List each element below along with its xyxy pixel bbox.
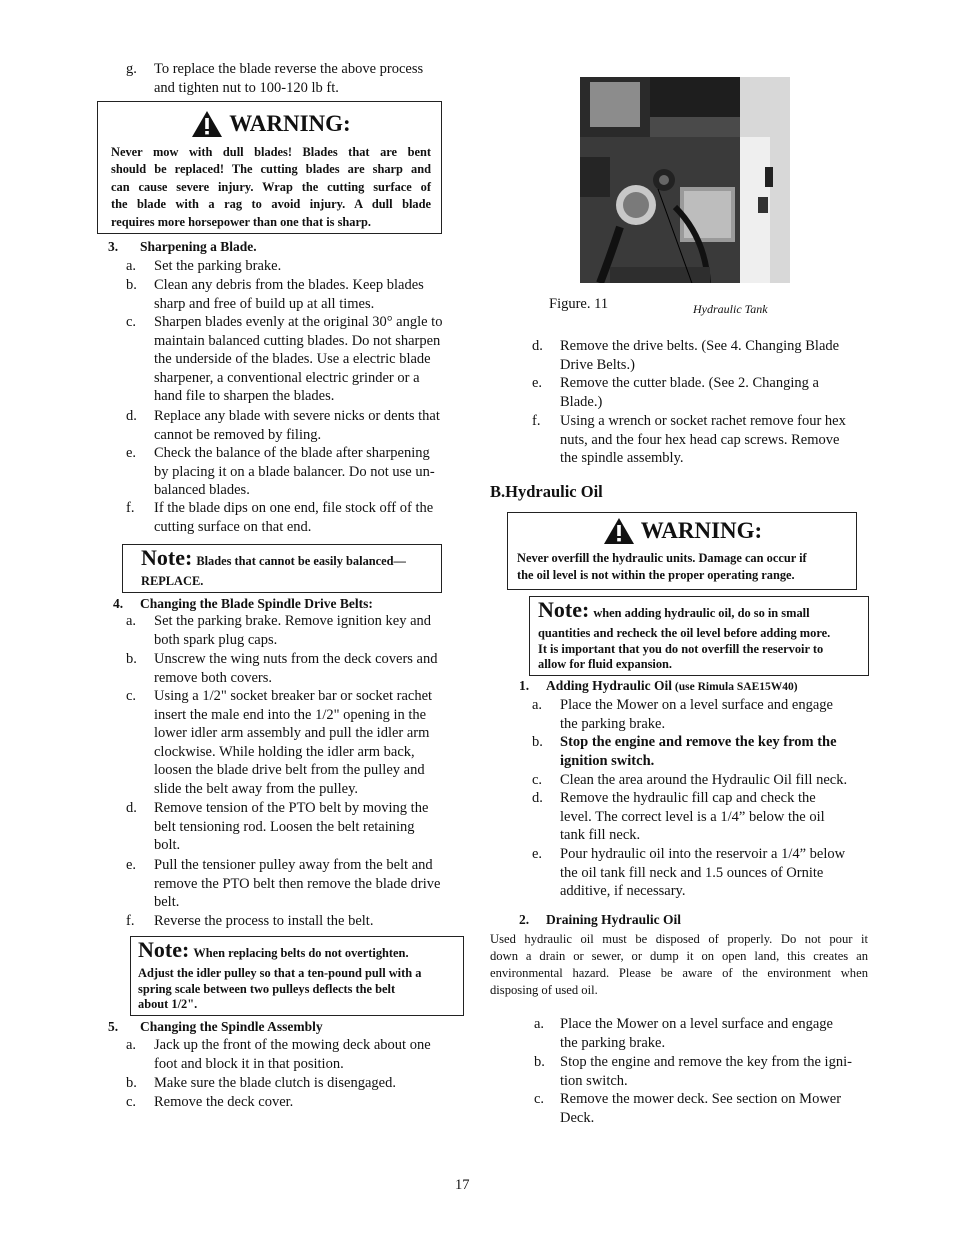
note-label: Note: (138, 937, 190, 962)
item-text: Remove the cutter blade. (See 2. Changing a Blade.) (560, 375, 819, 410)
item-text: Pull the tensioner pulley away from the belt and remove the PTO belt then remove the blade drive belt. (154, 857, 441, 911)
figure-callout: Hydraulic Tank (693, 302, 768, 316)
hydraulic-tank-photo (580, 77, 790, 283)
item-letter: d. (532, 338, 543, 354)
item-text: Check the balance of the blade after sharpening by placing it on a blade balancer. Do not use un- balanced blades. (154, 445, 435, 499)
item-letter: e. (126, 445, 137, 461)
item-text: Reverse the process to install the belt. (154, 913, 374, 929)
section-heading: B.Hydraulic Oil (490, 482, 603, 501)
item-text: Using a wrench or socket rachet remove four hex nuts, and the four hex head cap screws. Remove the spindle assembly. (560, 413, 846, 467)
warning-box (507, 512, 857, 590)
item-text: Make sure the blade clutch is disengaged. (154, 1075, 396, 1091)
item-letter: c. (532, 772, 543, 788)
item-letter: a. (126, 613, 137, 629)
item-letter: b. (534, 1054, 545, 1070)
item-text: Clean any debris from the blades. Keep blades sharp and free of build up at all times. (154, 277, 424, 312)
item-text: Remove the deck cover. (154, 1094, 294, 1110)
item-letter: d. (126, 408, 137, 424)
note-label: Note: (141, 545, 193, 570)
item-letter: b. (126, 1075, 137, 1091)
item-text: Using a 1/2" socket breaker bar or socket rachet insert the male end into the 1/2" opening in the lower idler arm assembly and pull the idler arm clockwise. While holding the idler arm back, loosen the blade drive belt from the pulley and slide the belt away from the pulley. (154, 688, 433, 797)
item-text: Remove the mower deck. See section on Mower Deck. (560, 1091, 842, 1126)
item-letter: f. (126, 500, 135, 516)
item-letter: a. (532, 697, 543, 713)
item-letter: a. (126, 258, 137, 274)
item-text: Remove the drive belts. (See 4. Changing Blade Drive Belts.) (560, 338, 840, 373)
item-text: Place the Mower on a level surface and engage the parking brake. (560, 1016, 833, 1051)
item-text: Set the parking brake. (154, 258, 282, 274)
item-letter: b. (126, 651, 137, 667)
item-letter: f. (532, 413, 541, 429)
item-letter: c. (534, 1091, 545, 1107)
note-text: Blades that cannot be easily balanced— (196, 554, 406, 568)
item-letter: g. (126, 61, 137, 77)
note-box (130, 936, 464, 1016)
warning-title: WARNING: (517, 517, 848, 545)
item-letter: a. (534, 1016, 545, 1032)
note-text: When replacing belts do not overtighten. (193, 946, 409, 960)
item-text: Pour hydraulic oil into the reservoir a 1/4” below the oil tank fill neck and 1.5 ounces of Ornite additive, if necessary. (560, 846, 846, 900)
item-letter: b. (126, 277, 137, 293)
note-box (122, 544, 442, 593)
page-number: 17 (455, 1177, 470, 1193)
item-letter: b. (532, 734, 543, 750)
note-text: Adjust the idler pulley so that a ten-pound pull with a spring scale between two pulleys deflects the belt about 1/2". (138, 966, 422, 1012)
item-text: Clean the area around the Hydraulic Oil fill neck. (560, 772, 848, 788)
item-text: Sharpen blades evenly at the original 30° angle to maintain balanced cutting blades. Do not sharpen the underside of the blades. Use a electric blade sharpener, a conventional electric grinder or a hand file to sharpen the blades. (154, 314, 443, 405)
item-letter: c. (126, 1094, 137, 1110)
item-letter: c. (126, 314, 137, 330)
warning-text: Never overfill the hydraulic units. Damage can occur if the oil level is not within the proper operating range. (517, 551, 807, 583)
item-letter: e. (532, 846, 543, 862)
warning-title: WARNING: (111, 110, 431, 138)
warning-triangle-icon (191, 110, 223, 138)
item-letter: d. (126, 800, 137, 816)
item-letter: f. (126, 913, 135, 929)
note-text: when adding hydraulic oil, do so in small (593, 606, 810, 620)
item-letter: e. (126, 857, 137, 873)
item-text: Unscrew the wing nuts from the deck covers and remove both covers. (154, 651, 438, 686)
note-label: Note: (538, 597, 590, 622)
item-text: Stop the engine and remove the key from the igni- tion switch. (560, 1054, 852, 1089)
item-text: Stop the engine and remove the key from the ignition switch. (560, 734, 837, 769)
note-text: REPLACE. (141, 574, 204, 588)
item-text: Place the Mower on a level surface and engage the parking brake. (560, 697, 833, 732)
item-text: Replace any blade with severe nicks or dents that cannot be removed by filing. (154, 408, 440, 443)
warning-box (97, 101, 442, 234)
item-text: Jack up the front of the mowing deck about one foot and block it in that position. (154, 1037, 431, 1072)
item-text: If the blade dips on one end, file stock off of the cutting surface on that end. (154, 500, 434, 535)
item-text: Remove tension of the PTO belt by moving the belt tensioning rod. Loosen the belt retaining bolt. (154, 800, 429, 854)
draining-paragraph: Used hydraulic oil must be disposed of properly. Do not pour it down a drain or sewer, or dump it on open land, this creates an environmental hazard. Please be aware of the environment when disposing of used oil. (490, 932, 868, 997)
item-text: To replace the blade reverse the above process and tighten nut to 100-120 lb ft. (154, 61, 424, 96)
note-box (529, 596, 869, 676)
note-text: quantities and recheck the oil level before adding more. It is important that you do not overfill the reservoir to allow for fluid expansion. (538, 626, 831, 672)
item-letter: e. (532, 375, 543, 391)
item-letter: a. (126, 1037, 137, 1053)
item-letter: d. (532, 790, 543, 806)
warning-triangle-icon (603, 517, 635, 545)
item-text: Set the parking brake. Remove ignition key and both spark plug caps. (154, 613, 432, 648)
warning-text: Never mow with dull blades! Blades that are bent should be replaced! The cutting blades are sharp and can cause severe injury. Wrap the cutting surface of the blade with a rag to avoid injury. A dull blade requires more horsepower than one that is sharp. (111, 145, 431, 229)
item-text: Remove the hydraulic fill cap and check the level. The correct level is a 1/4” below the oil tank fill neck. (560, 790, 825, 844)
item-letter: c. (126, 688, 137, 704)
figure-caption: Figure. 11 (549, 296, 609, 312)
